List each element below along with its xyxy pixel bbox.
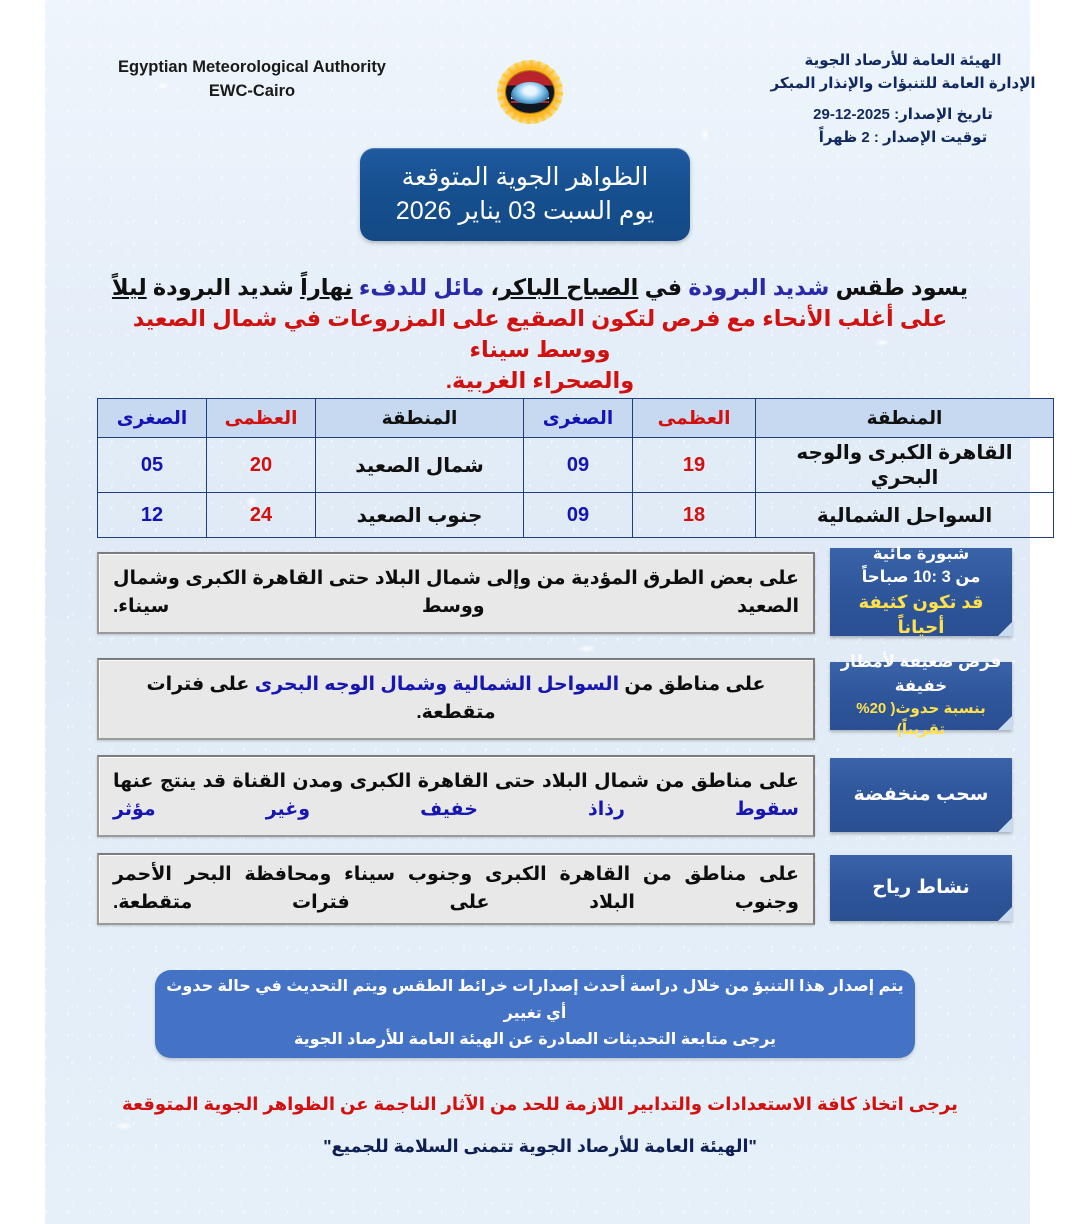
clouds-desc-seg-blue: سقوط رذاذ خفيف وغير مؤثر [113, 799, 799, 820]
th-region-left: المنطقة [316, 399, 524, 438]
wind-desc-text: على مناطق من القاهرة الكبرى وجنوب سيناء ومحافظة البحر الأحمر وجنوب البلاد على فترات متقطعة. [113, 863, 799, 913]
th-region-right: المنطقة [756, 399, 1054, 438]
issue-date: تاريخ الإصدار: 2025-12-29 [813, 106, 993, 123]
rain-label-line2: بنسبة حدوث( 20% تقريباً) [856, 700, 986, 739]
table-header [98, 399, 1054, 438]
issue-time: توقيت الإصدار : 2 ظهراً [818, 128, 988, 146]
banner-line2: يوم السبت 03 يناير 2026 [395, 196, 655, 225]
summary-seg-10: ليلاً [111, 275, 147, 300]
th-min-left: الصغرى [98, 399, 207, 438]
summary-line-3: والصحراء الغربية. [445, 368, 635, 394]
table-body [98, 438, 1054, 538]
summary-seg-6: مائل للدفء [358, 275, 485, 300]
summary-seg-2: شديد البرودة [688, 275, 830, 300]
bottom-warning-note: يرجى اتخاذ كافة الاستعدادات والتدابير اللازمة للحد من الآثار الناجمة عن الظواهر الجوية المتوقعة [122, 1094, 958, 1114]
cell-region-left: شمال الصعيد [316, 438, 524, 493]
summary-seg-4: الصباح الباكر [499, 275, 639, 300]
wind-label-line1: نشاط رياح [872, 876, 970, 898]
rain-label-line1: فرص ضعيفة لأمطار خفيفة [840, 653, 1002, 695]
th-max-left: العظمى [207, 399, 316, 438]
ema-emblem-icon [497, 60, 563, 124]
table-row [98, 493, 1054, 538]
emblem-flag-band [511, 97, 549, 103]
th-max-right: العظمى [633, 399, 756, 438]
header-right-title [738, 50, 1068, 149]
footer-note-box [155, 970, 915, 1058]
phenomenon-label-fog [830, 545, 1012, 638]
summary-seg-1: يسود طقس [829, 275, 969, 300]
fog-label-line1: شبورة مائية [872, 545, 970, 564]
phenomenon-label-wind [830, 855, 1012, 921]
summary-seg-3: في [638, 275, 689, 300]
cell-max-left: 20 [207, 438, 316, 493]
summary-seg-9: شديد البرودة [146, 275, 301, 300]
cell-region-left: جنوب الصعيد [316, 493, 524, 538]
cell-min-left: 12 [98, 493, 207, 538]
fog-desc-text: على بعض الطرق المؤدية من وإلى شمال البلاد حتى القاهرة الكبرى وشمال الصعيد ووسط سيناء. [113, 567, 799, 617]
header-right-line1: الهيئة العامة للأرصاد الجوية [804, 52, 1002, 69]
emblem-core [506, 71, 554, 113]
footer-note-line1: يتم إصدار هذا التنبؤ من خلال دراسة أحدث إصدارات خرائط الطقس ويتم التحديث في حالة حدوث أي تغيير [166, 978, 904, 1022]
phenomenon-desc-rain [97, 658, 815, 740]
temperature-table [97, 398, 1054, 538]
summary-seg-8: نهاراً [300, 275, 353, 300]
clouds-desc-seg-1: على مناطق من شمال البلاد حتى القاهرة الكبرى ومدن القناة قد ينتج عنها [113, 770, 799, 792]
th-min-right: الصغرى [524, 399, 633, 438]
clouds-desc-text [113, 768, 799, 825]
header-left-line2: EWC-Cairo [208, 81, 296, 100]
summary-seg-5: ، [484, 275, 500, 300]
cell-min-left: 05 [98, 438, 207, 493]
cell-region-right: القاهرة الكبرى والوجه البحري [756, 438, 1054, 493]
phenomenon-desc-fog [97, 552, 815, 634]
table-row [98, 438, 1054, 493]
phenomenon-desc-wind [97, 853, 815, 925]
summary-line-1 [95, 272, 985, 303]
rain-desc-seg-1: على مناطق من [619, 673, 766, 695]
header-left-title [62, 56, 442, 104]
phenomenon-label-rain [830, 653, 1012, 739]
rain-desc-seg-2: على فترات متقطعة. [146, 673, 496, 723]
fog-label-line3: قد تكون كثيفة أحياناً [858, 591, 984, 638]
cell-max-left: 24 [207, 493, 316, 538]
cell-region-right: السواحل الشمالية [756, 493, 1054, 538]
banner-line1: الظواهر الجوية المتوقعة [401, 162, 649, 191]
bottom-signature-note: "الهيئة العامة للأرصاد الجوية تتمنى السلامة للجميع" [323, 1136, 757, 1156]
clouds-label-line1: سحب منخفضة [853, 783, 989, 805]
footer-note-line2: يرجى متابعة التحديثات الصادرة عن الهيئة العامة للأرصاد الجوية [293, 1031, 777, 1049]
title-banner [360, 148, 690, 241]
header-right-line2: الإدارة العامة للتنبؤات والإنذار المبكر [770, 74, 1036, 92]
cell-min-right: 09 [524, 493, 633, 538]
cell-max-right: 19 [633, 438, 756, 493]
fog-label-line2: من 3 :10 صباحاً [861, 568, 981, 587]
summary-line-2: على أغلب الأنحاء مع فرص لتكون الصقيع على المزروعات في شمال الصعيد ووسط سيناء [132, 306, 948, 363]
forecast-summary [95, 272, 985, 396]
header-left-line1: Egyptian Meteorological Authority [118, 58, 386, 76]
phenomenon-desc-low-clouds [97, 755, 815, 837]
table-header-row [98, 399, 1054, 438]
cell-min-right: 09 [524, 438, 633, 493]
phenomenon-label-low-clouds [830, 758, 1012, 832]
rain-desc-text [113, 671, 799, 728]
rain-desc-seg-blue: السواحل الشمالية وشمال الوجه البحرى [254, 673, 620, 695]
cell-max-right: 18 [633, 493, 756, 538]
